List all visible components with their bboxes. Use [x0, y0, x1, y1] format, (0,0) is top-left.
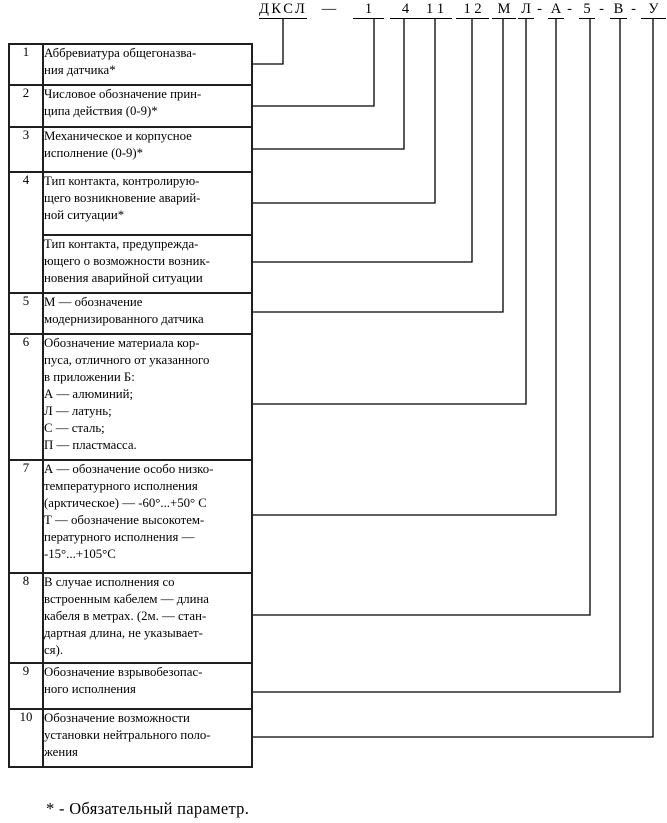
code-hyphen-icon: - — [537, 1, 542, 17]
table-cell-line: М — обозначение — [44, 295, 143, 309]
table-cell-line: кабеля в метрах. (2м. — стан- — [44, 609, 207, 623]
table-row — [9, 460, 252, 573]
table-row — [9, 85, 252, 127]
row-text — [43, 460, 252, 573]
row-number: 9 — [9, 663, 43, 709]
row-text — [43, 172, 252, 235]
table-cell-line: пуса, отличного от указанного — [44, 353, 210, 367]
table-row — [9, 663, 252, 709]
table-cell-line: в приложении Б: — [44, 370, 135, 384]
table-cell-line: ципа действия (0-9)* — [44, 104, 158, 118]
table-row — [9, 172, 252, 235]
table-cell-line: Т — обозначение высокотем- — [44, 513, 205, 527]
table-cell-line: Тип контакта, контролирую- — [44, 174, 200, 188]
row-number: 5 — [9, 293, 43, 334]
table-cell-line: Обозначение взрывобезопас- — [44, 665, 203, 679]
code-hyphen-icon: - — [599, 1, 604, 17]
code-dash-icon: — — [321, 1, 337, 17]
row-text — [43, 293, 252, 334]
code-part-dksl: ДКСЛ — [259, 1, 308, 17]
code-part-m: М — [492, 1, 516, 19]
table-cell-line: Обозначение возможности — [44, 711, 190, 725]
code-part-12: 1 2 — [456, 1, 489, 19]
table-row — [9, 573, 252, 663]
table-cell-line: (арктическое) — -60°...+50° С — [44, 496, 207, 510]
code-part-11: 1 1 — [418, 1, 452, 19]
code-part-1: 1 — [353, 1, 384, 19]
code-part-v: В — [610, 1, 627, 19]
table-row — [9, 334, 252, 460]
row-number: 1 — [9, 44, 43, 85]
row-text — [43, 709, 252, 767]
table-cell-line: исполнение (0-9)* — [44, 146, 144, 160]
table-cell-line: А — обозначение особо низко- — [44, 462, 214, 476]
table-cell-line: дартная длина, не указывает- — [44, 626, 203, 640]
table-cell-line: Л — латунь; — [44, 404, 112, 418]
table-cell-line: В случае исполнения со — [44, 575, 175, 589]
footnote: * - Обязательный параметр. — [46, 799, 250, 818]
row-text — [43, 235, 252, 293]
table-cell-line: Числовое обозначение прин- — [44, 87, 202, 101]
table-cell-line: Механическое и корпусное — [44, 129, 192, 143]
table-row — [9, 709, 252, 767]
row-number: 3 — [9, 127, 43, 172]
table-row — [9, 127, 252, 172]
row-text — [43, 573, 252, 663]
connector-row9 — [253, 19, 620, 692]
table-row — [9, 293, 252, 334]
connector-row4b — [253, 19, 472, 262]
table-cell-line: ной ситуации* — [44, 208, 125, 222]
row-text — [43, 127, 252, 172]
table-cell-line: Аббревиатура общегоназва- — [44, 46, 197, 60]
table-cell-line: пературного исполнения — — [44, 530, 195, 544]
table-cell-line: температурного исполнения — [44, 479, 198, 493]
code-hyphen-icon: - — [631, 1, 636, 17]
table-cell-line: П — пластмасса. — [44, 438, 137, 452]
table-row — [9, 44, 252, 85]
connector-row8 — [253, 19, 590, 615]
table-cell-line: жения — [44, 745, 78, 759]
row-text — [43, 334, 252, 460]
connector-row10 — [253, 19, 653, 737]
table-cell-line: ного исполнения — [44, 682, 136, 696]
row-text — [43, 663, 252, 709]
row-number: 2 — [9, 85, 43, 127]
row-text — [43, 85, 252, 127]
code-part-l: Л — [518, 1, 534, 19]
table-cell-line: ся). — [44, 643, 64, 657]
code-part-a: А — [548, 1, 564, 19]
connector-row6 — [253, 19, 526, 404]
table-cell-line: встроенным кабелем — длина — [44, 592, 209, 606]
row-number: 7 — [9, 460, 43, 573]
table-cell-line: ющего о возможности возник- — [44, 254, 210, 268]
row-number: 4 — [9, 172, 43, 293]
table-cell-line: А — алюминий; — [44, 387, 134, 401]
designation-table — [8, 43, 253, 768]
row-number: 8 — [9, 573, 43, 663]
code-part-u: У — [641, 1, 666, 19]
table-cell-line: Тип контакта, предупрежда- — [44, 237, 199, 251]
code-part-4: 4 — [390, 1, 421, 19]
table-row — [9, 235, 252, 293]
table-cell-line: Обозначение материала кор- — [44, 336, 200, 350]
row-number: 6 — [9, 334, 43, 460]
row-text — [43, 44, 252, 85]
table-cell-line: -15°...+105°С — [44, 547, 116, 561]
table-cell-line: модернизированного датчика — [44, 312, 204, 326]
table-cell-line: ния датчика* — [44, 63, 116, 77]
table-cell-line: установки нейтрального поло- — [44, 728, 211, 742]
table-cell-line: С — сталь; — [44, 421, 105, 435]
table-cell-line: щего возникновение аварий- — [44, 191, 201, 205]
connector-row1 — [253, 19, 283, 64]
connector-row4a — [253, 19, 435, 203]
connector-row5 — [253, 19, 503, 312]
code-part-5: 5 — [579, 1, 595, 19]
connector-row2 — [253, 19, 374, 106]
code-hyphen-icon: - — [567, 1, 572, 17]
connector-row3 — [253, 19, 404, 149]
row-number: 10 — [9, 709, 43, 767]
table-cell-line: новения аварийной ситуации — [44, 271, 203, 285]
